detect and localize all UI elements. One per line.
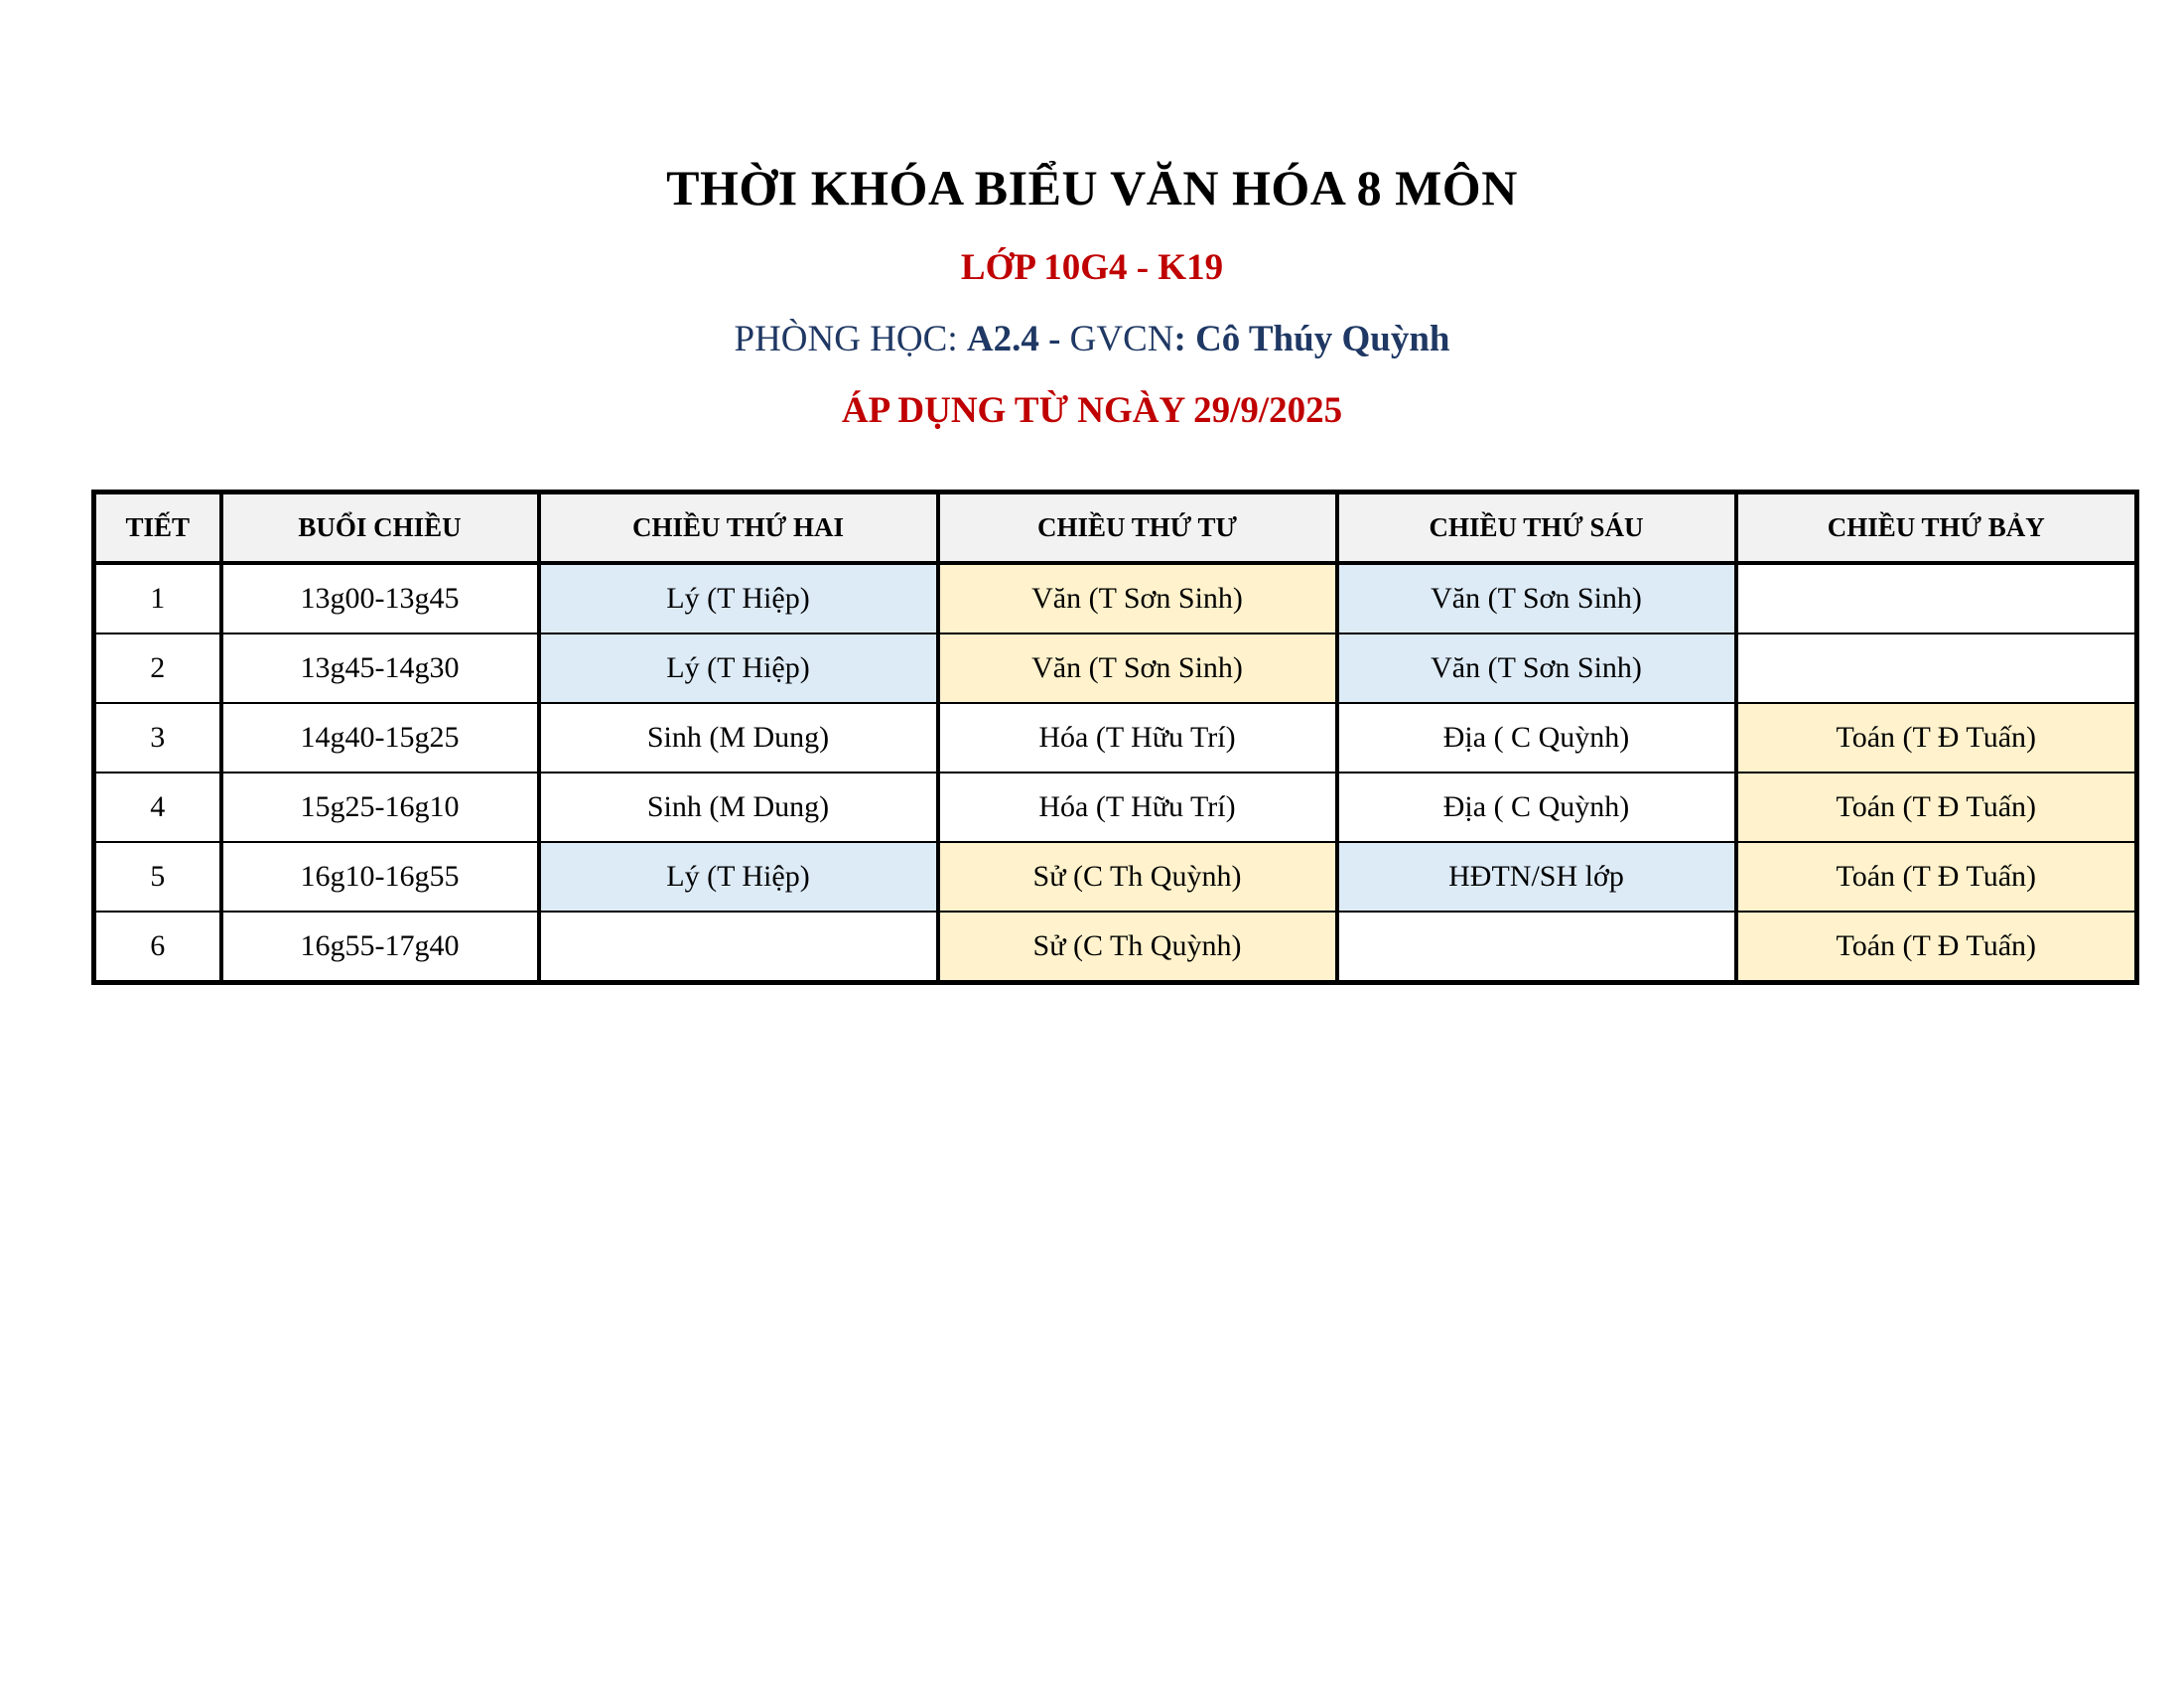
cell-thu-bay: Toán (T Đ Tuấn) — [1736, 912, 2137, 983]
room-value: A2.4 - — [966, 319, 1070, 359]
cell-thu-hai: Sinh (M Dung) — [539, 773, 938, 842]
cell-tiet: 2 — [94, 633, 221, 703]
cell-thu-hai — [539, 912, 938, 983]
header-thu-hai: CHIỀU THỨ HAI — [539, 492, 938, 564]
header-thu-bay: CHIỀU THỨ BẢY — [1736, 492, 2137, 564]
cell-thu-sau: Văn (T Sơn Sinh) — [1337, 563, 1736, 633]
table-row — [94, 773, 2137, 842]
cell-time: 15g25-16g10 — [221, 773, 539, 842]
apply-date: ÁP DỤNG TỪ NGÀY 29/9/2025 — [841, 390, 1343, 431]
class-line: LỚP 10G4 - K19 — [960, 247, 1224, 288]
cell-thu-bay: Toán (T Đ Tuấn) — [1736, 703, 2137, 773]
teacher-label: GVCN — [1069, 319, 1174, 359]
cell-thu-sau: Địa ( C Quỳnh) — [1337, 773, 1736, 842]
cell-thu-bay — [1736, 633, 2137, 703]
table-row — [94, 563, 2137, 633]
cell-thu-bay: Toán (T Đ Tuấn) — [1736, 842, 2137, 912]
cell-time: 13g45-14g30 — [221, 633, 539, 703]
cell-thu-hai: Lý (T Hiệp) — [539, 633, 938, 703]
header-buoi-chieu: BUỔI CHIỀU — [221, 492, 539, 564]
cell-thu-bay: Toán (T Đ Tuấn) — [1736, 773, 2137, 842]
cell-thu-sau: HĐTN/SH lớp — [1337, 842, 1736, 912]
cell-tiet: 4 — [94, 773, 221, 842]
room-line — [0, 318, 2184, 360]
header-thu-tu: CHIỀU THỨ TƯ — [938, 492, 1337, 564]
cell-tiet: 6 — [94, 912, 221, 983]
cell-thu-hai: Lý (T Hiệp) — [539, 842, 938, 912]
room-label: PHÒNG HỌC: — [734, 319, 967, 359]
timetable — [91, 490, 2139, 985]
cell-thu-tu: Văn (T Sơn Sinh) — [938, 563, 1337, 633]
cell-thu-tu: Hóa (T Hữu Trí) — [938, 773, 1337, 842]
table-header-row — [94, 492, 2137, 564]
header-tiet: TIẾT — [94, 492, 221, 564]
table-row — [94, 703, 2137, 773]
cell-thu-hai: Lý (T Hiệp) — [539, 563, 938, 633]
cell-time: 16g55-17g40 — [221, 912, 539, 983]
page-title: THỜI KHÓA BIỂU VĂN HÓA 8 MÔN — [666, 160, 1518, 215]
cell-thu-sau: Địa ( C Quỳnh) — [1337, 703, 1736, 773]
cell-time: 13g00-13g45 — [221, 563, 539, 633]
table-row — [94, 633, 2137, 703]
table-row — [94, 842, 2137, 912]
cell-thu-tu: Sử (C Th Quỳnh) — [938, 912, 1337, 983]
cell-thu-tu: Văn (T Sơn Sinh) — [938, 633, 1337, 703]
cell-tiet: 3 — [94, 703, 221, 773]
cell-thu-tu: Hóa (T Hữu Trí) — [938, 703, 1337, 773]
header-thu-sau: CHIỀU THỨ SÁU — [1337, 492, 1736, 564]
cell-time: 16g10-16g55 — [221, 842, 539, 912]
cell-tiet: 1 — [94, 563, 221, 633]
cell-thu-sau — [1337, 912, 1736, 983]
table-row — [94, 912, 2137, 983]
teacher-value: : Cô Thúy Quỳnh — [1173, 319, 1450, 359]
cell-thu-bay — [1736, 563, 2137, 633]
cell-time: 14g40-15g25 — [221, 703, 539, 773]
cell-tiet: 5 — [94, 842, 221, 912]
cell-thu-hai: Sinh (M Dung) — [539, 703, 938, 773]
cell-thu-tu: Sử (C Th Quỳnh) — [938, 842, 1337, 912]
cell-thu-sau: Văn (T Sơn Sinh) — [1337, 633, 1736, 703]
